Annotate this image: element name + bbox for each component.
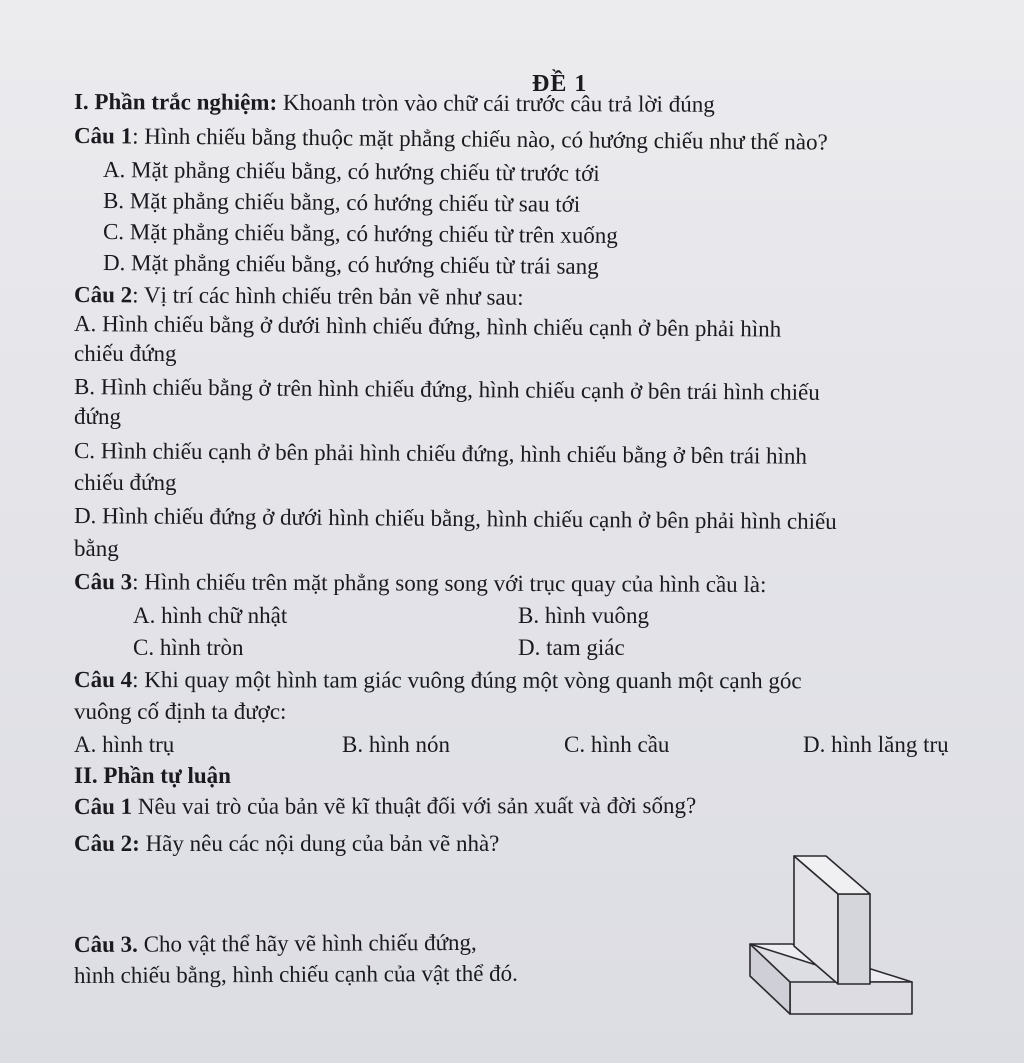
question-4-option-d: D. hình lăng trụ: [803, 732, 949, 757]
question-3-text: : Hình chiếu trên mặt phẳng song song với trục quay của hình cầu là:: [132, 569, 767, 598]
question-2-option-d-line2: bằng: [74, 536, 119, 561]
question-1: [74, 122, 828, 157]
3d-object-figure: [742, 846, 922, 1021]
essay-question-3-label: Câu 3.: [73, 931, 138, 957]
question-2-label: Câu 2: [73, 282, 133, 308]
question-1-option-c: C. Mặt phẳng chiếu bằng, có hướng chiếu từ trên xuống: [102, 219, 618, 249]
question-2-option-a-line2: chiếu đứng: [74, 341, 177, 366]
question-3: [74, 568, 767, 599]
essay-question-2-text: Hãy nêu các nội dung của bản vẽ nhà?: [139, 831, 500, 856]
question-2: [74, 281, 524, 312]
question-2-option-b-line2: đứng: [74, 404, 121, 429]
question-1-text: : Hình chiếu bằng thuộc mặt phẳng chiếu nào, có hướng chiếu như thế nào?: [132, 123, 828, 155]
question-1-label: Câu 1: [73, 123, 133, 149]
essay-question-2: [74, 830, 499, 858]
question-4: [74, 666, 802, 695]
question-2-text: : Vị trí các hình chiếu trên bản vẽ như sau:: [132, 282, 524, 310]
essay-question-1: [74, 792, 696, 821]
part1-instruction: Khoanh tròn vào chữ cái trước câu trả lời đúng: [277, 89, 715, 117]
question-4-option-c: C. hình cầu: [564, 732, 670, 757]
part1-header: [74, 88, 715, 119]
essay-question-1-text: Nêu vai trò của bản vẽ kĩ thuật đối với sản xuất và đời sống?: [132, 792, 697, 819]
question-4-option-b: B. hình nón: [342, 732, 450, 757]
question-3-option-d: D. tam giác: [518, 635, 625, 660]
part2-heading: II. Phần tự luận: [74, 763, 231, 788]
question-4-option-a: A. hình trụ: [74, 732, 175, 757]
question-1-option-b: B. Mặt phẳng chiếu bằng, có hướng chiếu từ sau tới: [102, 188, 581, 217]
exam-title: ĐỀ 1: [532, 71, 588, 97]
question-1-option-d: D. Mặt phẳng chiếu bằng, có hướng chiếu từ trái sang: [102, 250, 599, 279]
question-3-option-c: C. hình tròn: [133, 635, 244, 660]
question-1-option-a: A. Mặt phẳng chiếu bằng, có hướng chiếu từ trước tới: [102, 157, 600, 186]
essay-question-2-label: Câu 2:: [74, 831, 140, 856]
question-2-option-b-line1: B. Hình chiếu bằng ở trên hình chiếu đứng, hình chiếu cạnh ở bên trái hình chiếu: [73, 374, 820, 405]
essay-question-3-text-line2: hình chiếu bằng, hình chiếu cạnh của vật thể đó.: [73, 960, 518, 988]
essay-question-1-label: Câu 1: [73, 793, 133, 819]
essay-question-3-text-line1: Cho vật thể hãy vẽ hình chiếu đứng,: [137, 929, 477, 957]
upright-right-face: [838, 894, 870, 984]
question-2-option-d-line1: D. Hình chiếu đứng ở dưới hình chiếu bằng, hình chiếu cạnh ở bên phải hình chiếu: [73, 503, 837, 534]
question-4-text-line2: vuông cố định ta được:: [74, 699, 287, 724]
question-2-option-c-line1: C. Hình chiếu cạnh ở bên phải hình chiếu đứng, hình chiếu bằng ở bên trái hình: [73, 438, 808, 469]
question-3-option-a: A. hình chữ nhật: [133, 603, 288, 628]
question-2-option-a-line1: A. Hình chiếu bằng ở dưới hình chiếu đứng, hình chiếu cạnh ở bên phải hình: [73, 311, 782, 342]
question-4-label: Câu 4: [73, 667, 133, 693]
question-3-option-b: B. hình vuông: [518, 603, 649, 628]
question-4-text-line1: : Khi quay một hình tam giác vuông đúng một vòng quanh một cạnh góc: [132, 667, 802, 694]
part1-heading: I. Phần trắc nghiệm:: [73, 89, 278, 115]
question-2-option-c-line2: chiếu đứng: [74, 470, 177, 495]
question-3-label: Câu 3: [73, 569, 133, 595]
essay-question-3: [74, 929, 477, 959]
base-front-face: [790, 982, 912, 1014]
